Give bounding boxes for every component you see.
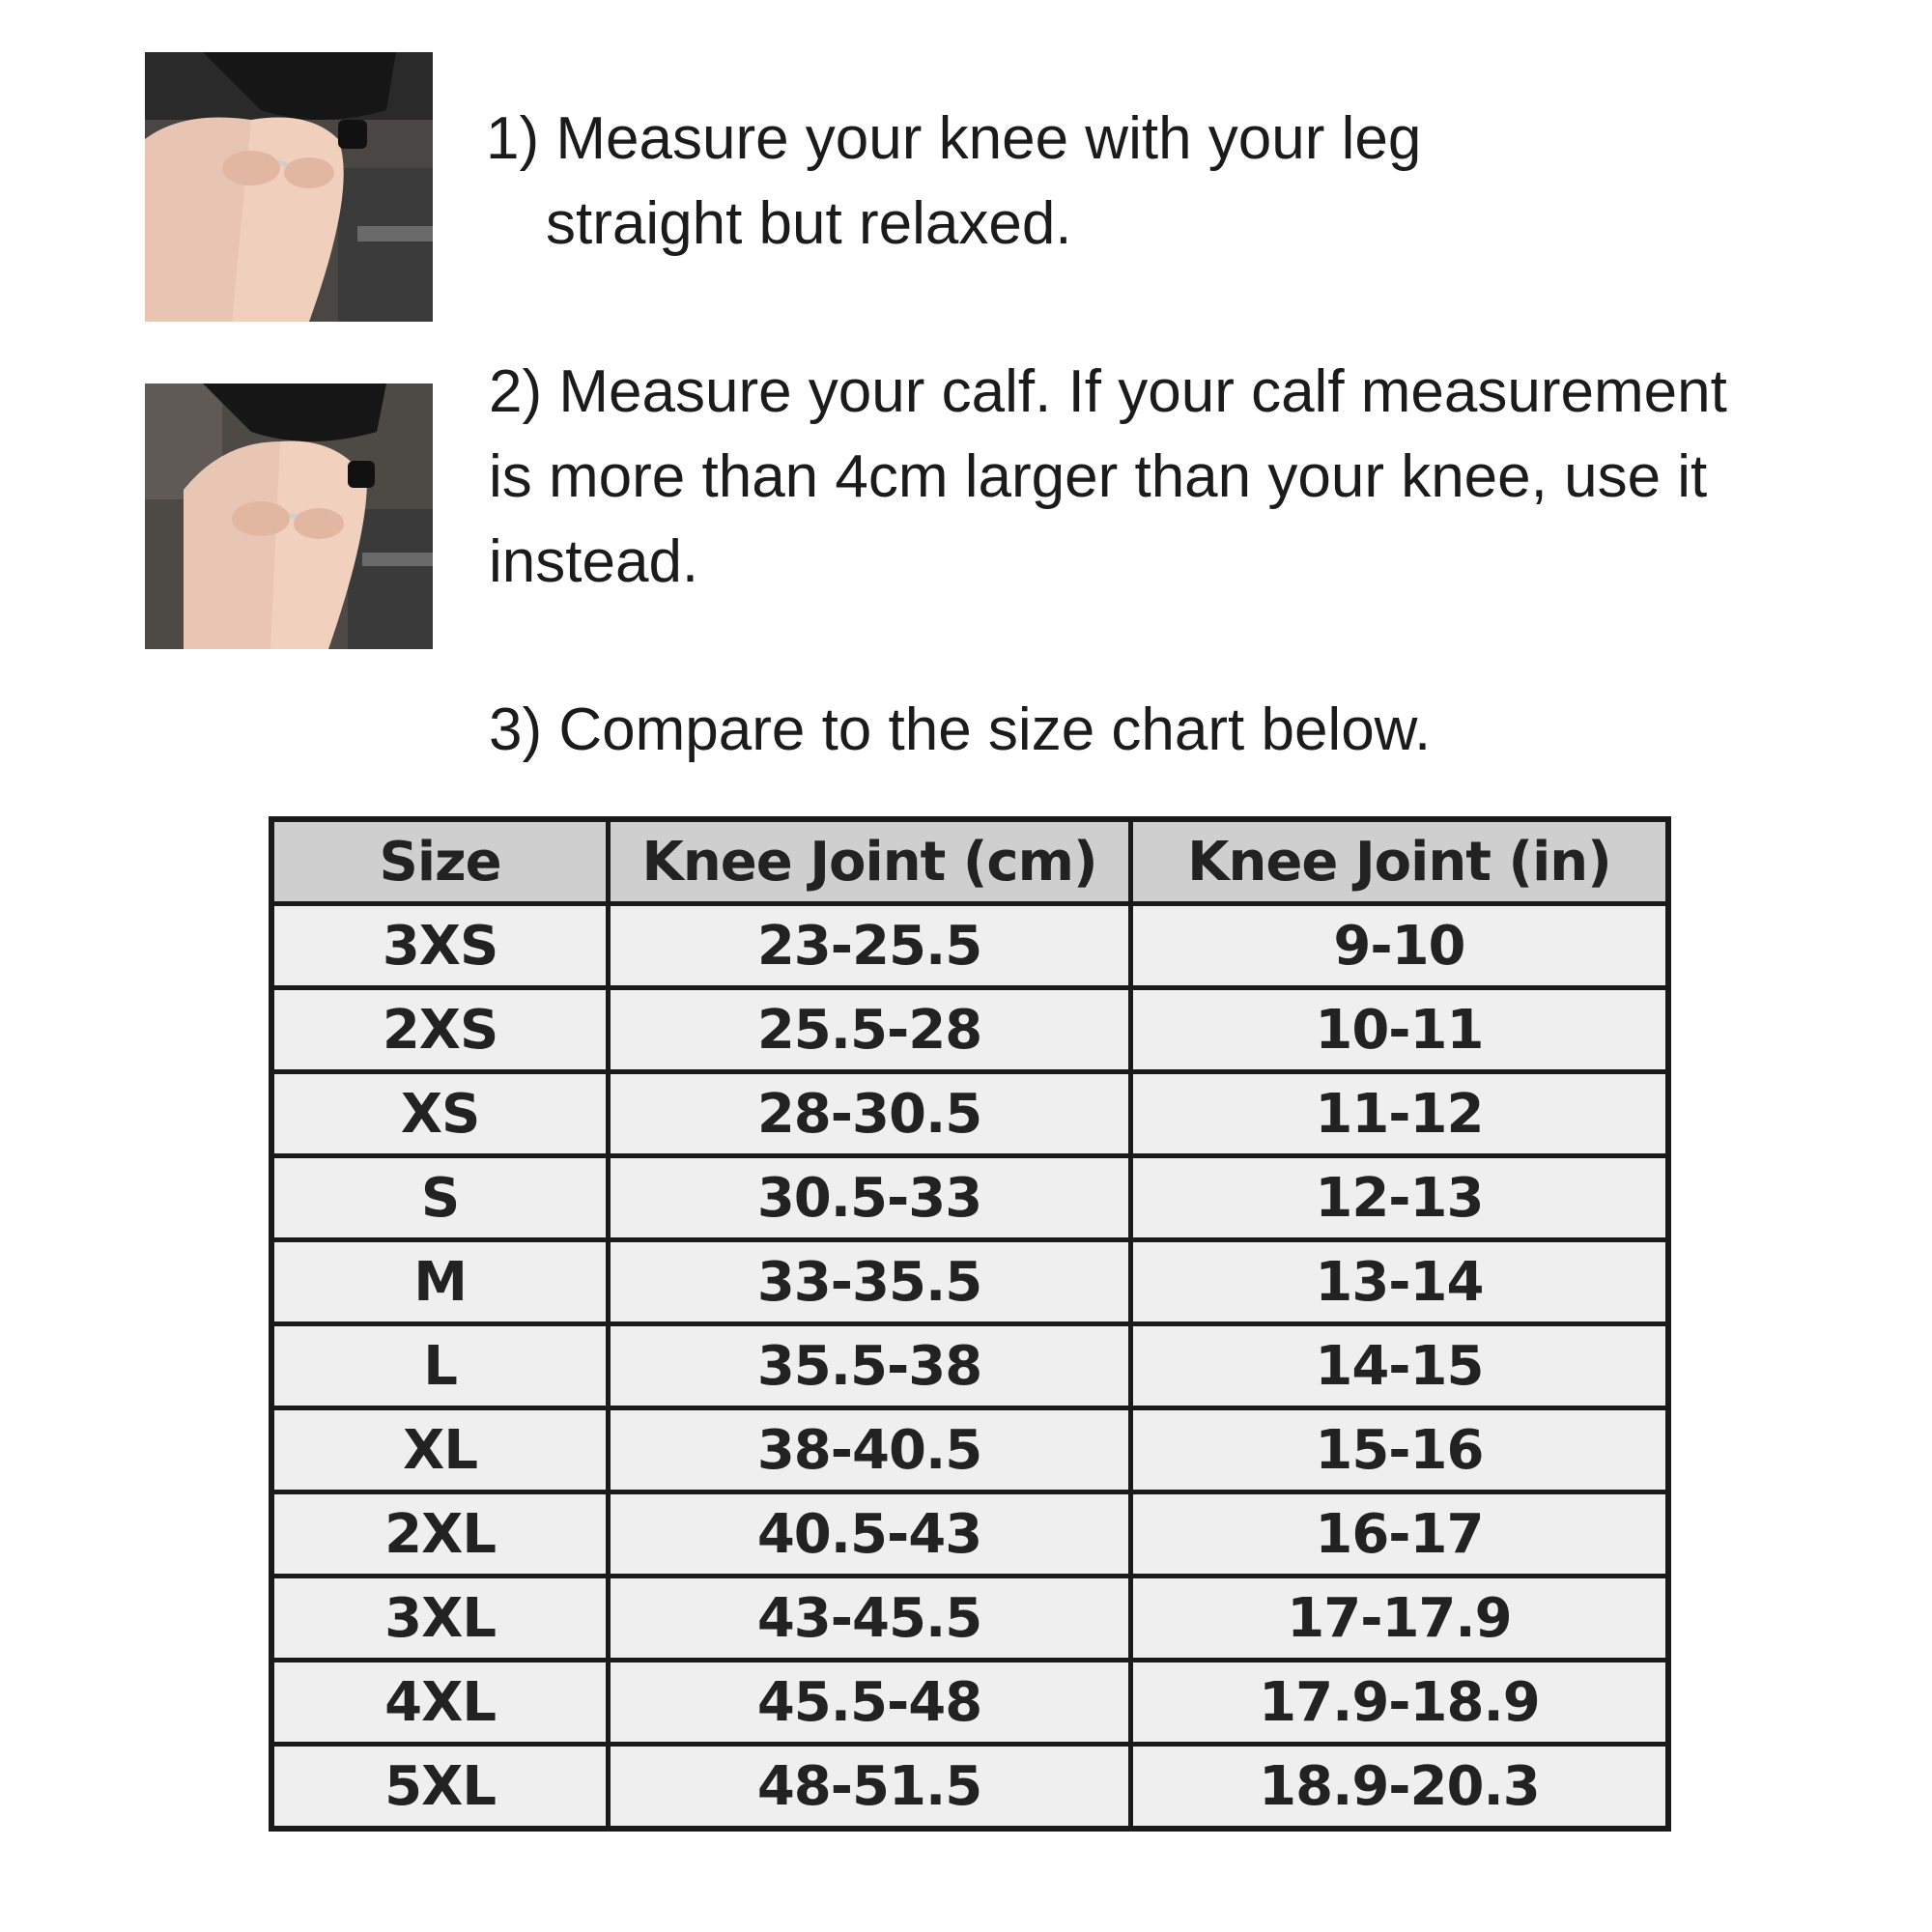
header-knee-cm: Knee Joint (cm) xyxy=(609,819,1131,904)
knee-cm-cell: 25.5-28 xyxy=(609,988,1131,1072)
knee-in-cell: 17-17.9 xyxy=(1130,1577,1668,1661)
knee-cm-cell: 40.5-43 xyxy=(609,1492,1131,1577)
table-row xyxy=(271,1072,1668,1156)
step-2-line-1: 2) Measure your calf. If your calf measurement xyxy=(489,358,1727,425)
knee-in-cell: 13-14 xyxy=(1130,1240,1668,1324)
knee-in-cell: 14-15 xyxy=(1130,1324,1668,1408)
table-header-row xyxy=(271,819,1668,904)
size-cell: 2XS xyxy=(271,988,609,1072)
knee-cm-cell: 45.5-48 xyxy=(609,1661,1131,1745)
knee-in-cell: 18.9-20.3 xyxy=(1130,1745,1668,1830)
table-row xyxy=(271,1240,1668,1324)
size-cell: 5XL xyxy=(271,1745,609,1830)
step-2-line-3: instead. xyxy=(489,528,699,595)
table-row xyxy=(271,1577,1668,1661)
table-row xyxy=(271,904,1668,988)
size-cell: L xyxy=(271,1324,609,1408)
table-row xyxy=(271,988,1668,1072)
step-1-line-1: 1) Measure your knee with your leg xyxy=(486,105,1422,172)
knee-cm-cell: 35.5-38 xyxy=(609,1324,1131,1408)
table-row xyxy=(271,1324,1668,1408)
size-cell: XL xyxy=(271,1408,609,1492)
table-row xyxy=(271,1156,1668,1240)
knee-cm-cell: 48-51.5 xyxy=(609,1745,1131,1830)
step-2-text xyxy=(489,350,1727,605)
header-knee-in: Knee Joint (in) xyxy=(1130,819,1668,904)
size-cell: 3XL xyxy=(271,1577,609,1661)
knee-in-cell: 9-10 xyxy=(1130,904,1668,988)
knee-cm-cell: 33-35.5 xyxy=(609,1240,1131,1324)
knee-measure-photo xyxy=(145,52,433,322)
calf-measure-photo xyxy=(145,384,433,649)
header-size: Size xyxy=(271,819,609,904)
knee-cm-cell: 28-30.5 xyxy=(609,1072,1131,1156)
size-cell: 2XL xyxy=(271,1492,609,1577)
size-cell: M xyxy=(271,1240,609,1324)
size-cell: XS xyxy=(271,1072,609,1156)
size-cell: 3XS xyxy=(271,904,609,988)
knee-cm-cell: 38-40.5 xyxy=(609,1408,1131,1492)
size-cell: 4XL xyxy=(271,1661,609,1745)
knee-in-cell: 12-13 xyxy=(1130,1156,1668,1240)
table-row xyxy=(271,1492,1668,1577)
knee-in-cell: 16-17 xyxy=(1130,1492,1668,1577)
knee-cm-cell: 43-45.5 xyxy=(609,1577,1131,1661)
knee-cm-cell: 23-25.5 xyxy=(609,904,1131,988)
table-row xyxy=(271,1661,1668,1745)
step-1-text xyxy=(486,97,1421,267)
step-2-line-2: is more than 4cm larger than your knee, use it xyxy=(489,443,1708,510)
knee-cm-cell: 30.5-33 xyxy=(609,1156,1131,1240)
step-1-line-2: straight but relaxed. xyxy=(546,190,1072,257)
table-row xyxy=(271,1745,1668,1830)
size-chart-table xyxy=(269,816,1671,1832)
knee-in-cell: 15-16 xyxy=(1130,1408,1668,1492)
knee-in-cell: 10-11 xyxy=(1130,988,1668,1072)
step-3-text: 3) Compare to the size chart below. xyxy=(489,696,1432,763)
size-cell: S xyxy=(271,1156,609,1240)
knee-in-cell: 17.9-18.9 xyxy=(1130,1661,1668,1745)
knee-in-cell: 11-12 xyxy=(1130,1072,1668,1156)
table-row xyxy=(271,1408,1668,1492)
